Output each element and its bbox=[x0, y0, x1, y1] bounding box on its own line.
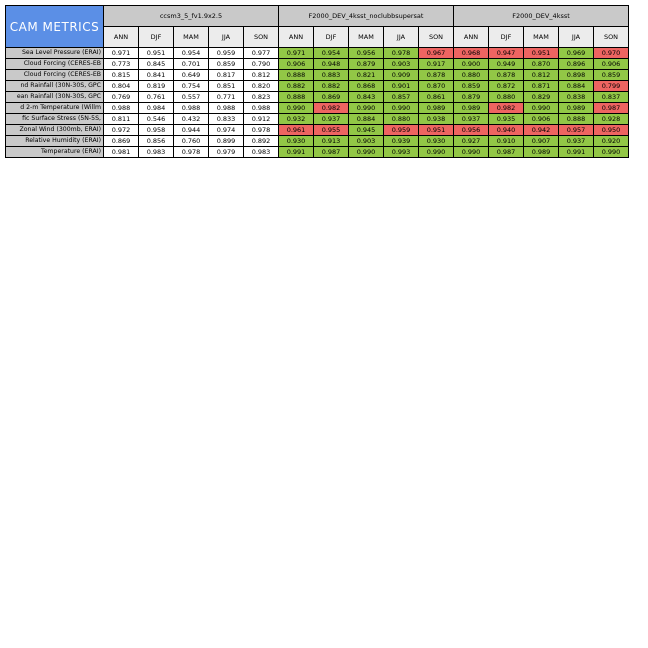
metric-value-cell: 0.955 bbox=[314, 125, 349, 136]
metric-value-cell: 0.817 bbox=[209, 70, 244, 81]
metric-value-cell: 0.989 bbox=[524, 147, 559, 158]
metric-value-cell: 0.820 bbox=[244, 81, 279, 92]
metric-value-cell: 0.906 bbox=[279, 59, 314, 70]
metric-value-cell: 0.851 bbox=[209, 81, 244, 92]
metric-value-cell: 0.838 bbox=[559, 92, 594, 103]
metric-value-cell: 0.990 bbox=[349, 103, 384, 114]
metric-value-cell: 0.937 bbox=[559, 136, 594, 147]
metric-value-cell: 0.760 bbox=[174, 136, 209, 147]
metric-label: Relative Humidity (ERAI) bbox=[6, 136, 104, 147]
metric-value-cell: 0.837 bbox=[594, 92, 629, 103]
metric-value-cell: 0.896 bbox=[559, 59, 594, 70]
metric-value-cell: 0.993 bbox=[384, 147, 419, 158]
cam-metrics-table bbox=[5, 5, 629, 158]
metric-value-cell: 0.983 bbox=[244, 147, 279, 158]
metric-value-cell: 0.984 bbox=[139, 103, 174, 114]
metric-value-cell: 0.843 bbox=[349, 92, 384, 103]
metric-value-cell: 0.945 bbox=[349, 125, 384, 136]
metric-value-cell: 0.957 bbox=[559, 125, 594, 136]
metric-value-cell: 0.968 bbox=[454, 48, 489, 59]
metric-value-cell: 0.988 bbox=[174, 103, 209, 114]
metric-value-cell: 0.938 bbox=[419, 114, 454, 125]
metric-value-cell: 0.432 bbox=[174, 114, 209, 125]
metric-value-cell: 0.982 bbox=[314, 103, 349, 114]
case-header: F2000_DEV_4ksst bbox=[454, 6, 629, 27]
metric-value-cell: 0.888 bbox=[279, 70, 314, 81]
metric-value-cell: 0.940 bbox=[489, 125, 524, 136]
season-header: DJF bbox=[139, 27, 174, 48]
metric-value-cell: 0.799 bbox=[594, 81, 629, 92]
metric-value-cell: 0.857 bbox=[384, 92, 419, 103]
metric-value-cell: 0.898 bbox=[559, 70, 594, 81]
metric-value-cell: 0.882 bbox=[314, 81, 349, 92]
metric-value-cell: 0.878 bbox=[489, 70, 524, 81]
metric-value-cell: 0.546 bbox=[139, 114, 174, 125]
metric-value-cell: 0.821 bbox=[349, 70, 384, 81]
metric-value-cell: 0.990 bbox=[279, 103, 314, 114]
metric-value-cell: 0.928 bbox=[594, 114, 629, 125]
metric-value-cell: 0.868 bbox=[349, 81, 384, 92]
metric-value-cell: 0.991 bbox=[279, 147, 314, 158]
metric-value-cell: 0.988 bbox=[104, 103, 139, 114]
metric-label: d 2-m Temperature (Willm bbox=[6, 103, 104, 114]
metric-value-cell: 0.967 bbox=[419, 48, 454, 59]
metric-value-cell: 0.869 bbox=[314, 92, 349, 103]
season-header: DJF bbox=[489, 27, 524, 48]
metric-value-cell: 0.879 bbox=[349, 59, 384, 70]
metric-value-cell: 0.804 bbox=[104, 81, 139, 92]
metric-value-cell: 0.991 bbox=[559, 147, 594, 158]
metric-value-cell: 0.888 bbox=[279, 92, 314, 103]
metric-value-cell: 0.920 bbox=[594, 136, 629, 147]
metric-value-cell: 0.912 bbox=[244, 114, 279, 125]
metric-value-cell: 0.884 bbox=[559, 81, 594, 92]
metric-value-cell: 0.878 bbox=[419, 70, 454, 81]
metric-value-cell: 0.990 bbox=[419, 147, 454, 158]
metric-value-cell: 0.771 bbox=[209, 92, 244, 103]
metric-value-cell: 0.942 bbox=[524, 125, 559, 136]
metric-value-cell: 0.861 bbox=[419, 92, 454, 103]
metric-value-cell: 0.959 bbox=[209, 48, 244, 59]
metric-value-cell: 0.961 bbox=[279, 125, 314, 136]
metric-value-cell: 0.947 bbox=[489, 48, 524, 59]
metric-label: nd Rainfall (30N-30S, GPC bbox=[6, 81, 104, 92]
metric-value-cell: 0.879 bbox=[454, 92, 489, 103]
metric-value-cell: 0.819 bbox=[139, 81, 174, 92]
metric-value-cell: 0.951 bbox=[139, 48, 174, 59]
metric-value-cell: 0.978 bbox=[244, 125, 279, 136]
metric-value-cell: 0.859 bbox=[594, 70, 629, 81]
metric-label: Cloud Forcing (CERES-EB bbox=[6, 70, 104, 81]
metric-value-cell: 0.982 bbox=[489, 103, 524, 114]
metric-value-cell: 0.990 bbox=[384, 103, 419, 114]
table-row bbox=[6, 114, 629, 125]
case-header: F2000_DEV_4ksst_noclubbsupersat bbox=[279, 6, 454, 27]
metric-value-cell: 0.989 bbox=[419, 103, 454, 114]
table-row bbox=[6, 81, 629, 92]
metric-value-cell: 0.949 bbox=[489, 59, 524, 70]
metric-value-cell: 0.872 bbox=[489, 81, 524, 92]
season-header: ANN bbox=[104, 27, 139, 48]
table-row bbox=[6, 136, 629, 147]
metric-value-cell: 0.983 bbox=[139, 147, 174, 158]
metric-value-cell: 0.978 bbox=[174, 147, 209, 158]
metric-value-cell: 0.871 bbox=[524, 81, 559, 92]
metric-value-cell: 0.903 bbox=[384, 59, 419, 70]
metric-value-cell: 0.951 bbox=[524, 48, 559, 59]
metric-value-cell: 0.987 bbox=[489, 147, 524, 158]
metric-value-cell: 0.884 bbox=[349, 114, 384, 125]
metric-value-cell: 0.932 bbox=[279, 114, 314, 125]
season-header: SON bbox=[244, 27, 279, 48]
metric-value-cell: 0.829 bbox=[524, 92, 559, 103]
season-header: MAM bbox=[349, 27, 384, 48]
metric-value-cell: 0.833 bbox=[209, 114, 244, 125]
table-row bbox=[6, 147, 629, 158]
metric-value-cell: 0.883 bbox=[314, 70, 349, 81]
metric-value-cell: 0.557 bbox=[174, 92, 209, 103]
metric-value-cell: 0.811 bbox=[104, 114, 139, 125]
metric-value-cell: 0.859 bbox=[209, 59, 244, 70]
metric-label: Sea Level Pressure (ERAI) bbox=[6, 48, 104, 59]
metric-label: Zonal Wind (300mb, ERAI) bbox=[6, 125, 104, 136]
metric-value-cell: 0.869 bbox=[104, 136, 139, 147]
metric-value-cell: 0.969 bbox=[559, 48, 594, 59]
metric-value-cell: 0.900 bbox=[454, 59, 489, 70]
metric-value-cell: 0.959 bbox=[384, 125, 419, 136]
metric-value-cell: 0.951 bbox=[419, 125, 454, 136]
metric-value-cell: 0.979 bbox=[209, 147, 244, 158]
metric-value-cell: 0.870 bbox=[524, 59, 559, 70]
metric-value-cell: 0.987 bbox=[594, 103, 629, 114]
metric-value-cell: 0.972 bbox=[104, 125, 139, 136]
metric-value-cell: 0.948 bbox=[314, 59, 349, 70]
metric-value-cell: 0.906 bbox=[524, 114, 559, 125]
metric-value-cell: 0.859 bbox=[454, 81, 489, 92]
metric-value-cell: 0.971 bbox=[104, 48, 139, 59]
metric-value-cell: 0.812 bbox=[524, 70, 559, 81]
metric-label: Temperature (ERAI) bbox=[6, 147, 104, 158]
metric-value-cell: 0.917 bbox=[419, 59, 454, 70]
metric-value-cell: 0.769 bbox=[104, 92, 139, 103]
metric-value-cell: 0.990 bbox=[349, 147, 384, 158]
metric-value-cell: 0.790 bbox=[244, 59, 279, 70]
metric-value-cell: 0.987 bbox=[314, 147, 349, 158]
metric-value-cell: 0.701 bbox=[174, 59, 209, 70]
metric-label: fic Surface Stress (5N-5S, bbox=[6, 114, 104, 125]
metric-value-cell: 0.944 bbox=[174, 125, 209, 136]
metric-value-cell: 0.909 bbox=[384, 70, 419, 81]
metric-value-cell: 0.880 bbox=[384, 114, 419, 125]
metric-value-cell: 0.958 bbox=[139, 125, 174, 136]
season-header: SON bbox=[419, 27, 454, 48]
table-row bbox=[6, 125, 629, 136]
metric-value-cell: 0.990 bbox=[454, 147, 489, 158]
metric-value-cell: 0.888 bbox=[559, 114, 594, 125]
metric-value-cell: 0.927 bbox=[454, 136, 489, 147]
metric-value-cell: 0.930 bbox=[279, 136, 314, 147]
metric-value-cell: 0.899 bbox=[209, 136, 244, 147]
metric-value-cell: 0.956 bbox=[349, 48, 384, 59]
metric-value-cell: 0.974 bbox=[209, 125, 244, 136]
season-header: ANN bbox=[279, 27, 314, 48]
season-header: MAM bbox=[174, 27, 209, 48]
season-header: JJA bbox=[209, 27, 244, 48]
metric-value-cell: 0.845 bbox=[139, 59, 174, 70]
metric-value-cell: 0.989 bbox=[559, 103, 594, 114]
metric-value-cell: 0.981 bbox=[104, 147, 139, 158]
table-row bbox=[6, 70, 629, 81]
metric-value-cell: 0.939 bbox=[384, 136, 419, 147]
metric-value-cell: 0.988 bbox=[209, 103, 244, 114]
season-header: JJA bbox=[559, 27, 594, 48]
metric-value-cell: 0.754 bbox=[174, 81, 209, 92]
metric-value-cell: 0.988 bbox=[244, 103, 279, 114]
metric-value-cell: 0.761 bbox=[139, 92, 174, 103]
metric-value-cell: 0.906 bbox=[594, 59, 629, 70]
metric-value-cell: 0.971 bbox=[279, 48, 314, 59]
case-header: ccsm3_5_fv1.9x2.5 bbox=[104, 6, 279, 27]
season-header: SON bbox=[594, 27, 629, 48]
metric-value-cell: 0.892 bbox=[244, 136, 279, 147]
season-header: JJA bbox=[384, 27, 419, 48]
season-header: ANN bbox=[454, 27, 489, 48]
metric-value-cell: 0.773 bbox=[104, 59, 139, 70]
table-row bbox=[6, 92, 629, 103]
table-title: CAM METRICS bbox=[6, 6, 104, 48]
metric-value-cell: 0.815 bbox=[104, 70, 139, 81]
metric-value-cell: 0.954 bbox=[174, 48, 209, 59]
metric-value-cell: 0.649 bbox=[174, 70, 209, 81]
metric-value-cell: 0.901 bbox=[384, 81, 419, 92]
season-header: DJF bbox=[314, 27, 349, 48]
metric-value-cell: 0.823 bbox=[244, 92, 279, 103]
metric-label: Cloud Forcing (CERES-EB bbox=[6, 59, 104, 70]
metric-value-cell: 0.880 bbox=[454, 70, 489, 81]
metric-value-cell: 0.990 bbox=[594, 147, 629, 158]
metric-value-cell: 0.930 bbox=[419, 136, 454, 147]
season-header: MAM bbox=[524, 27, 559, 48]
metric-value-cell: 0.989 bbox=[454, 103, 489, 114]
metric-value-cell: 0.841 bbox=[139, 70, 174, 81]
metric-value-cell: 0.910 bbox=[489, 136, 524, 147]
metric-value-cell: 0.907 bbox=[524, 136, 559, 147]
table-row bbox=[6, 103, 629, 114]
metric-value-cell: 0.913 bbox=[314, 136, 349, 147]
metric-value-cell: 0.977 bbox=[244, 48, 279, 59]
metric-value-cell: 0.954 bbox=[314, 48, 349, 59]
metric-value-cell: 0.812 bbox=[244, 70, 279, 81]
metric-value-cell: 0.903 bbox=[349, 136, 384, 147]
metric-value-cell: 0.950 bbox=[594, 125, 629, 136]
metric-value-cell: 0.880 bbox=[489, 92, 524, 103]
metric-label: ean Rainfall (30N-30S, GPC bbox=[6, 92, 104, 103]
table-row bbox=[6, 48, 629, 59]
metric-value-cell: 0.978 bbox=[384, 48, 419, 59]
metric-value-cell: 0.882 bbox=[279, 81, 314, 92]
metric-value-cell: 0.990 bbox=[524, 103, 559, 114]
table-row bbox=[6, 59, 629, 70]
metric-value-cell: 0.870 bbox=[419, 81, 454, 92]
metric-value-cell: 0.970 bbox=[594, 48, 629, 59]
metric-value-cell: 0.937 bbox=[454, 114, 489, 125]
metric-value-cell: 0.956 bbox=[454, 125, 489, 136]
metric-value-cell: 0.935 bbox=[489, 114, 524, 125]
metric-value-cell: 0.937 bbox=[314, 114, 349, 125]
metric-value-cell: 0.856 bbox=[139, 136, 174, 147]
